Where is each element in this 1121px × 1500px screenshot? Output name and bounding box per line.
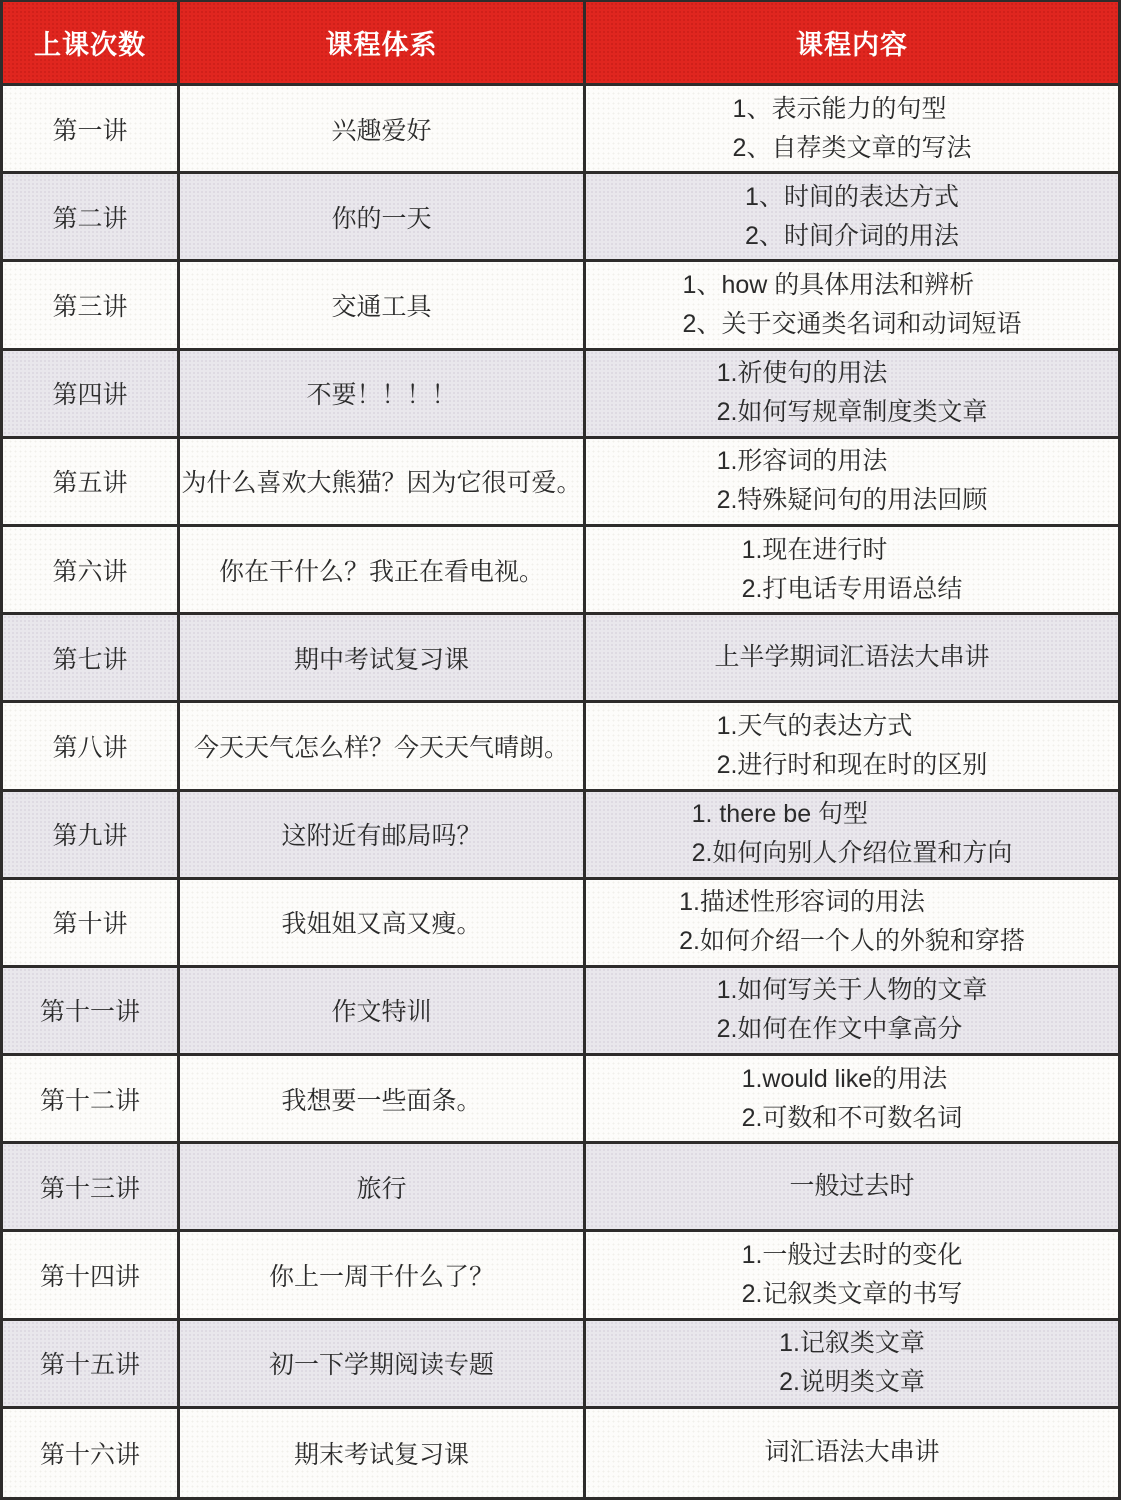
content-line: 2、时间介词的用法: [745, 221, 959, 250]
content-line: 1.描述性形容词的用法: [679, 888, 925, 917]
lesson-label: 第十三讲: [39, 1174, 140, 1203]
topic-label: 旅行: [356, 1174, 407, 1203]
topic-cell: [180, 703, 586, 791]
lesson-cell: [3, 86, 180, 174]
topic-label: 这附近有邮局吗？: [281, 822, 482, 851]
lesson-label: 第八讲: [52, 733, 128, 762]
topic-cell: [180, 615, 586, 703]
content-cell: [586, 1144, 1118, 1232]
topic-cell: [180, 880, 586, 968]
topic-cell: [180, 527, 586, 615]
content-block: [733, 90, 972, 168]
lesson-cell: [3, 1056, 180, 1144]
content-block: [789, 1167, 914, 1206]
topic-cell: [180, 86, 586, 174]
content-line: 2.记叙类文章的书写: [741, 1280, 963, 1309]
content-line: 2.如何在作文中拿高分: [716, 1015, 963, 1044]
content-cell: [586, 880, 1118, 968]
content-line: 2、自荐类文章的写法: [732, 133, 972, 162]
content-cell: [586, 792, 1118, 880]
content-line: 2、关于交通类名词和动词短语: [682, 309, 1022, 338]
content-cell: [586, 262, 1118, 350]
content-block: [742, 1060, 963, 1138]
lesson-cell: [3, 262, 180, 350]
topic-cell: [180, 792, 586, 880]
content-cell: [586, 86, 1118, 174]
content-block: [683, 266, 1022, 344]
header-label: 上课次数: [34, 30, 146, 60]
content-line: 1、how 的具体用法和辨析: [682, 270, 975, 299]
lesson-cell: [3, 792, 180, 880]
content-line: 1.现在进行时: [741, 535, 888, 564]
content-cell: [586, 1409, 1118, 1497]
content-block: [717, 707, 988, 785]
header-cell-course-system: [180, 2, 586, 86]
lesson-label: 第七讲: [52, 645, 128, 674]
content-block: [742, 531, 963, 609]
content-block: [745, 178, 959, 256]
content-line: 2.说明类文章: [779, 1368, 925, 1397]
content-cell: [586, 351, 1118, 439]
lesson-label: 第十二讲: [39, 1086, 140, 1115]
topic-cell: [180, 1232, 586, 1320]
content-line: 2.如何向别人介绍位置和方向: [691, 839, 1013, 868]
topic-cell: [180, 968, 586, 1056]
content-line: 1.一般过去时的变化: [741, 1241, 963, 1270]
content-block: [717, 354, 988, 432]
topic-label: 我姐姐又高又瘦。: [281, 910, 482, 939]
lesson-cell: [3, 968, 180, 1056]
lesson-cell: [3, 1144, 180, 1232]
content-line: 2.特殊疑问句的用法回顾: [716, 486, 988, 515]
lesson-label: 第十六讲: [39, 1440, 140, 1469]
content-cell: [586, 968, 1118, 1056]
topic-label: 你在干什么？我正在看电视。: [218, 557, 544, 586]
content-line: 1.如何写关于人物的文章: [716, 976, 988, 1005]
topic-cell: [180, 1321, 586, 1409]
lesson-label: 第五讲: [52, 469, 128, 498]
topic-label: 作文特训: [331, 998, 432, 1027]
topic-cell: [180, 351, 586, 439]
content-line: 2.如何写规章制度类文章: [716, 398, 988, 427]
content-line: 2.打电话专用语总结: [741, 574, 963, 603]
content-block: [692, 795, 1013, 873]
topic-cell: [180, 1409, 586, 1497]
topic-label: 初一下学期阅读专题: [268, 1351, 494, 1380]
content-line: 1.would like的用法: [741, 1064, 948, 1093]
content-line: 词汇语法大串讲: [764, 1438, 940, 1467]
topic-label: 今天天气怎么样？今天天气晴朗。: [193, 733, 569, 762]
lesson-label: 第十讲: [52, 910, 128, 939]
header-cell-course-content: [586, 2, 1118, 86]
content-line: 1、表示能力的句型: [732, 94, 947, 123]
content-line: 2.可数和不可数名词: [741, 1103, 963, 1132]
lesson-label: 第九讲: [52, 822, 128, 851]
topic-cell: [180, 439, 586, 527]
header-label: 课程内容: [796, 30, 908, 60]
topic-label: 兴趣爱好: [331, 116, 432, 145]
lesson-cell: [3, 439, 180, 527]
content-line: 1、时间的表达方式: [745, 182, 959, 211]
topic-label: 期中考试复习课: [293, 645, 469, 674]
content-block: [764, 1433, 939, 1472]
content-cell: [586, 703, 1118, 791]
lesson-label: 第三讲: [52, 292, 128, 321]
content-block: [679, 883, 1025, 961]
content-line: 1.祈使句的用法: [716, 359, 888, 388]
content-cell: [586, 1321, 1118, 1409]
content-line: 1.记叙类文章: [779, 1329, 925, 1358]
topic-cell: [180, 262, 586, 350]
content-block: [779, 1324, 925, 1402]
lesson-cell: [3, 174, 180, 262]
lesson-label: 第十五讲: [39, 1351, 140, 1380]
lesson-cell: [3, 1409, 180, 1497]
lesson-cell: [3, 351, 180, 439]
content-line: 2.如何介绍一个人的外貌和穿搭: [679, 927, 1025, 956]
lesson-label: 第六讲: [52, 557, 128, 586]
content-line: 2.进行时和现在时的区别: [716, 750, 988, 779]
topic-label: 我想要一些面条。: [281, 1086, 482, 1115]
content-cell: [586, 174, 1118, 262]
content-line: 1.天气的表达方式: [716, 711, 913, 740]
content-cell: [586, 439, 1118, 527]
topic-cell: [180, 1056, 586, 1144]
lesson-cell: [3, 880, 180, 968]
content-cell: [586, 527, 1118, 615]
content-line: 1.形容词的用法: [716, 447, 888, 476]
topic-label: 不要！！！！: [306, 381, 457, 410]
header-label: 课程体系: [325, 30, 438, 60]
topic-label: 为什么喜欢大熊猫？因为它很可爱。: [181, 469, 582, 498]
topic-label: 期末考试复习课: [293, 1440, 469, 1469]
topic-label: 你的一天: [331, 204, 432, 233]
lesson-cell: [3, 703, 180, 791]
topic-cell: [180, 174, 586, 262]
header-cell-lesson-count: [3, 2, 180, 86]
lesson-label: 第十一讲: [39, 998, 140, 1027]
lesson-label: 第一讲: [52, 116, 128, 145]
content-cell: [586, 615, 1118, 703]
topic-cell: [180, 1144, 586, 1232]
content-cell: [586, 1232, 1118, 1320]
content-line: 1. there be 句型: [691, 800, 869, 829]
content-block: [714, 638, 989, 677]
lesson-label: 第二讲: [52, 204, 128, 233]
lesson-cell: [3, 615, 180, 703]
lesson-label: 第四讲: [52, 381, 128, 410]
content-block: [742, 1236, 963, 1314]
lesson-cell: [3, 1232, 180, 1320]
lesson-cell: [3, 527, 180, 615]
topic-label: 交通工具: [331, 292, 432, 321]
lesson-cell: [3, 1321, 180, 1409]
content-line: 一般过去时: [789, 1172, 915, 1201]
content-block: [717, 971, 988, 1049]
content-line: 上半学期词汇语法大串讲: [714, 643, 990, 672]
topic-label: 你上一周干什么了？: [268, 1263, 494, 1292]
lesson-label: 第十四讲: [39, 1263, 140, 1292]
content-block: [717, 442, 988, 520]
content-cell: [586, 1056, 1118, 1144]
